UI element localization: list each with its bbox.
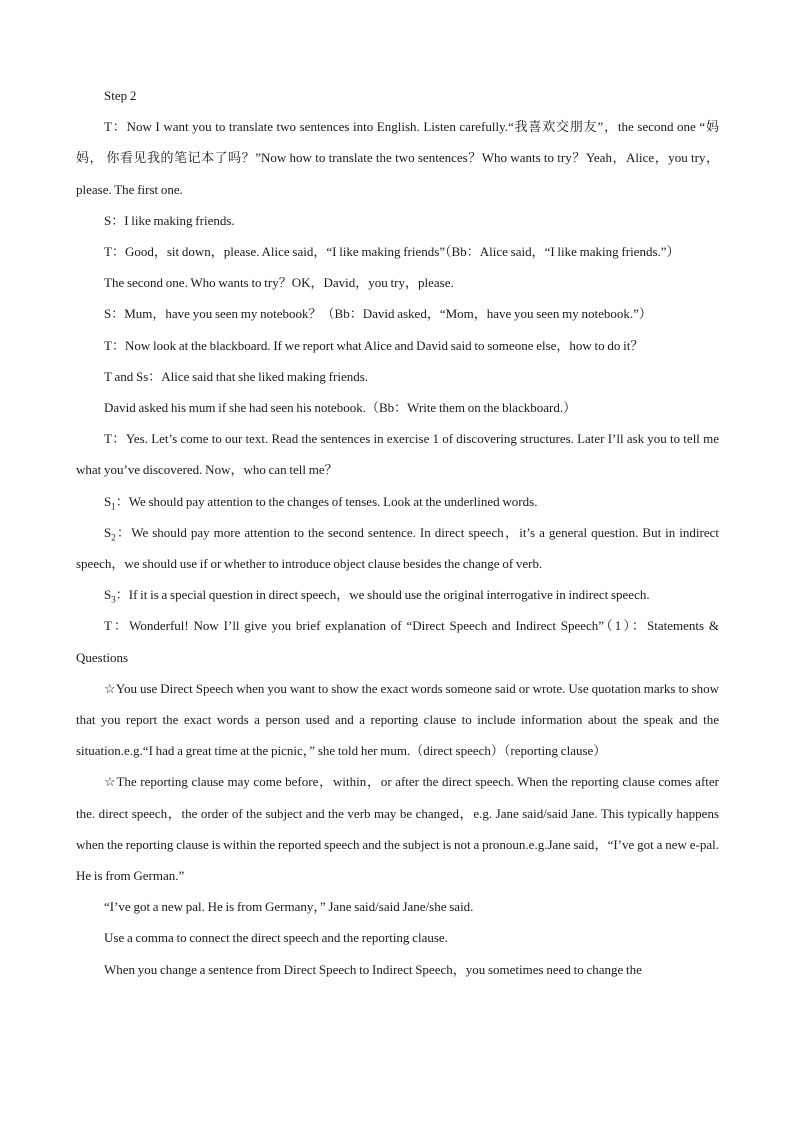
paragraph: T and Ss：Alice said that she liked making friends. [104, 368, 369, 384]
paragraph: The second one. Who wants to try？OK，David，you try，please. [104, 275, 454, 291]
explanation-paragraph: ☆The reporting clause may come before，within，or after the direct speech. When the reporting clause comes after the. direct speech，the order of the subject and the verb may be changed，e.g. Jane said/said Jane. This typically happens when the reporting clause is within the reported speech and the subject is not a pronoun.e.g.Jane said，“I’ve got a new e-pal. He is from German.” [76, 774, 719, 884]
paragraph: Use a comma to connect the direct speech and the reporting clause. [104, 930, 448, 946]
teacher-paragraph: T：Now look at the blackboard. If we report what Alice and David said to someone else，how to do it？ [104, 337, 644, 353]
speaker-label: S [104, 493, 112, 509]
speaker-label: S [104, 587, 112, 603]
step-heading: Step 2 [104, 88, 137, 103]
teacher-paragraph: T：Good，sit down，please. Alice said，“I like making friends”（Bb：Alice said，“I like making friends.”） [104, 244, 680, 260]
speaker-label: S [104, 524, 112, 540]
document-body [76, 80, 719, 985]
paragraph: When you change a sentence from Direct Speech to Indirect Speech，you sometimes need to change the [104, 961, 642, 977]
student-paragraph: S：I like making friends. [104, 212, 235, 228]
speaker-number: 2 [111, 532, 116, 543]
student-1-paragraph [76, 486, 719, 517]
teacher-paragraph: T：Wonderful! Now I’ll give you brief explanation of “Direct Speech and Indirect Speech”（1）：Statements & Questions [76, 618, 719, 665]
paragraph-text: ：If it is a special question in direct speech，we should use the original interrogative in indirect speech. [115, 587, 650, 603]
speaker-number: 3 [111, 594, 116, 605]
paragraph: David asked his mum if she had seen his notebook.（Bb：Write them on the blackboard.） [104, 400, 577, 416]
student-3-paragraph [76, 579, 719, 610]
paragraph-text: ：We should pay attention to the changes of tenses. Look at the underlined words. [115, 493, 538, 509]
teacher-paragraph: T：Now I want you to translate two sentences into English. Listen carefully.“我喜欢交朋友”，the second one “妈妈， 你看见我的笔记本了吗？”Now how to translate the two sentences？Who wants to try？Yeah，Alice，you try，please. The first one. [76, 119, 719, 197]
speaker-number: 1 [111, 501, 116, 512]
student-2-paragraph [76, 517, 719, 579]
student-paragraph: S：Mum，have you seen my notebook？（Bb：David asked，“Mom，have you seen my notebook.”） [104, 306, 652, 322]
teacher-paragraph: T：Yes. Let’s come to our text. Read the sentences in exercise 1 of discovering structures. Later I’ll ask you to tell me what you’ve discovered. Now，who can tell me？ [76, 431, 719, 478]
paragraph-text: ：We should pay more attention to the second sentence. In direct speech，it’s a general question. But in indirect speech，we should use if or whether to introduce object clause besides the change of verb. [76, 524, 719, 572]
explanation-paragraph: ☆You use Direct Speech when you want to show the exact words someone said or wrote. Use quotation marks to show that you report the exact words a person used and a reporting clause to include information about the speak and the situation.e.g.“I had a great time at the picnic，” she told her mum.（direct speech）（reporting clause） [76, 680, 719, 759]
example-paragraph: “I’ve got a new pal. He is from Germany，” Jane said/said Jane/she said. [104, 899, 474, 915]
